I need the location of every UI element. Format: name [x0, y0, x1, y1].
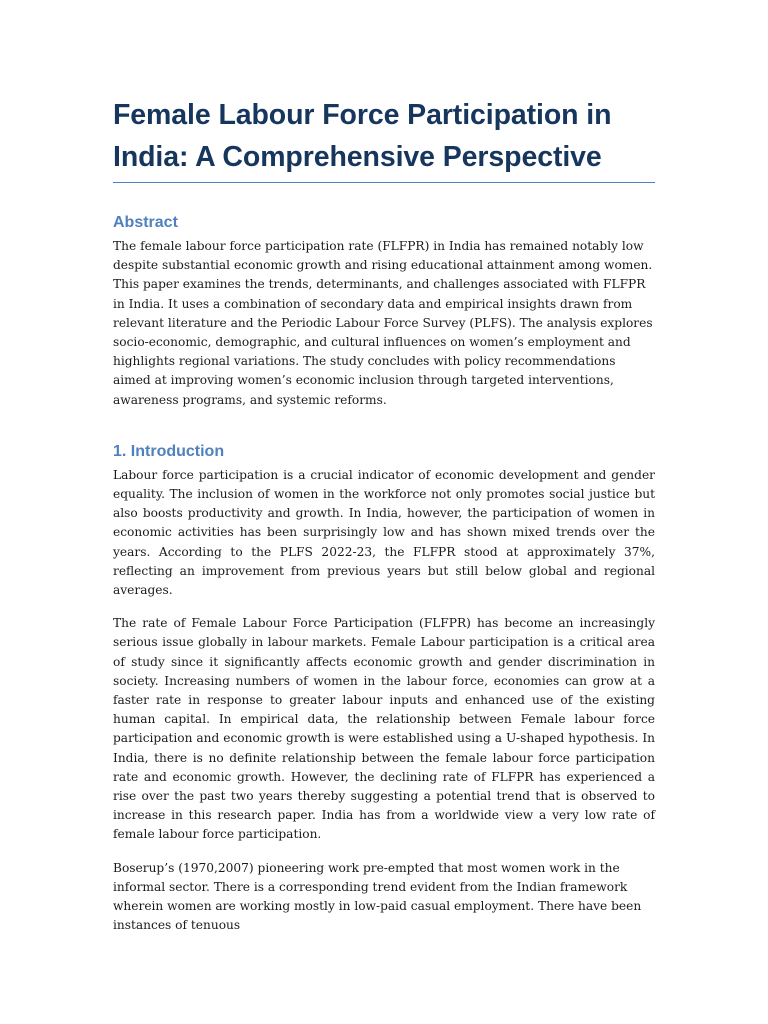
introduction-heading: 1. Introduction — [113, 442, 225, 460]
document-body — [113, 94, 655, 936]
abstract-paragraph: The female labour force participation rate (FLFPR) in India has remained notably low despite substantial economic growth and rising educational attainment among women. This paper examines the trends, determinants, and challenges associated with FLFPR in India. It uses a combination of secondary data and empirical insights drawn from relevant literature and the Periodic Labour Force Survey (PLFS). The analysis explores socio-economic, demographic, and cultural influences on women’s employment and highlights regional variations. The study concludes with policy recommendations aimed at improving women’s economic inclusion through targeted interventions, awareness programs, and systemic reforms. — [113, 239, 653, 407]
introduction-paragraph-2: The rate of Female Labour Force Participation (FLFPR) has become an increasingly serious issue globally in labour markets. Female Labour participation is a critical area of study since it significantly affects economic growth and gender discrimination in society. Increasing numbers of women in the labour force, economies can grow at a faster rate in response to greater labour inputs and enhanced use of the existing human capital. In empirical data, the relationship between Female labour force participation and economic growth is were established using a U-shaped hypothesis. In India, there is no definite relationship between the female labour force participation rate and economic growth. However, the declining rate of FLFPR has experienced a rise over the past two years thereby suggesting a potential trend that is observed to increase in this research paper. India has from a worldwide view a very low rate of female labour force participation. — [113, 616, 655, 842]
document-title: Female Labour Force Participation in India: A Comprehensive Perspective — [113, 94, 655, 183]
abstract-heading: Abstract — [113, 214, 178, 231]
introduction-paragraph-1: Labour force participation is a crucial indicator of economic development and gender equality. The inclusion of women in the workforce not only promotes social justice but also boosts productivity and growth. In India, however, the participation of women in economic activities has been surprisingly low and has shown mixed trends over the years. According to the PLFS 2022-23, the FLFPR stood at approximately 37%, reflecting an improvement from previous years but still below global and regional averages. — [113, 467, 655, 598]
introduction-paragraph-3: Boserup’s (1970,2007) pioneering work pre-empted that most women work in the informal sector. There is a corresponding trend evident from the Indian framework wherein women are working mostly in low-paid casual employment. There have been instances of tenuous — [113, 860, 642, 933]
